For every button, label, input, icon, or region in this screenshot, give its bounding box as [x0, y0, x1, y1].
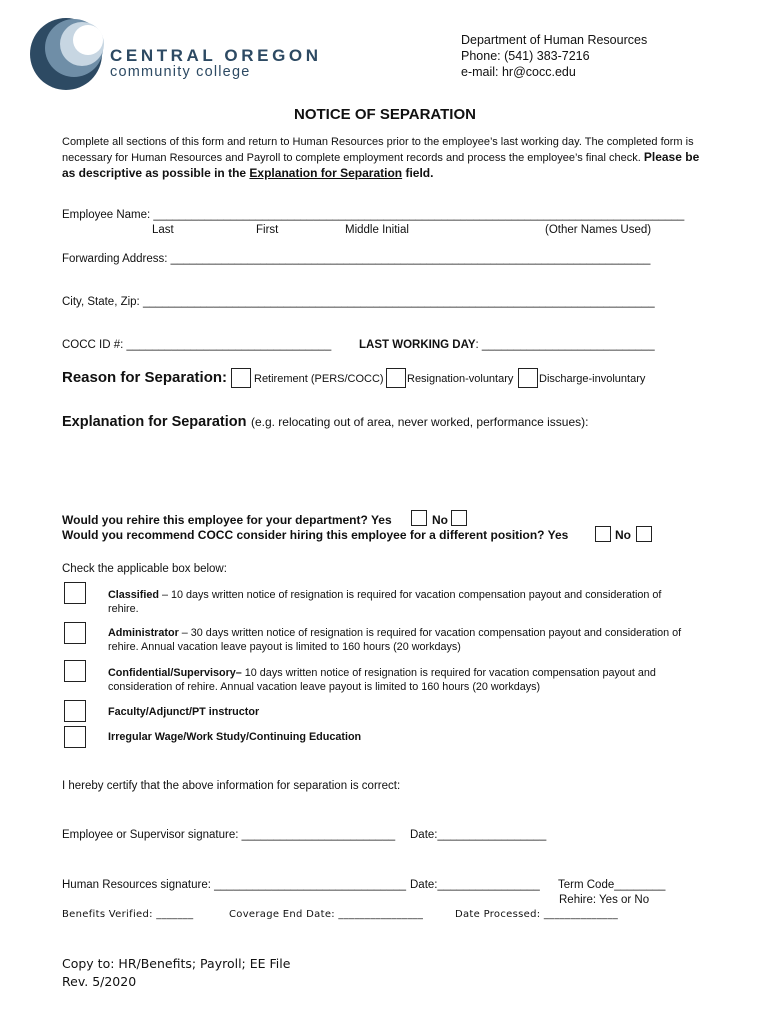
explanation-hint: (e.g. relocating out of area, never worked, performance issues): — [250, 415, 589, 429]
last-working-day-field[interactable] — [359, 339, 655, 351]
discharge-checkbox[interactable] — [518, 368, 538, 388]
forwarding-address-label: Forwarding Address: — [62, 253, 168, 265]
employee-date-field[interactable] — [410, 829, 546, 841]
benefits-verified-field[interactable]: Benefits Verified: _______ — [62, 909, 194, 920]
retirement-option-label: Retirement (PERS/COCC) — [254, 373, 384, 385]
rehire-question: Would you rehire this employee for your department? Yes — [62, 513, 392, 527]
classified-description: – 10 days written notice of resignation is required for vacation compensation payout and consideration of rehire. — [108, 589, 662, 615]
irregular-wage-title: Irregular Wage/Work Study/Continuing Education — [108, 731, 362, 743]
irregular-wage-checkbox[interactable] — [64, 726, 86, 748]
footer — [62, 955, 290, 991]
administrator-title: Administrator — [108, 627, 179, 639]
term-code-field[interactable]: Term Code________ — [558, 879, 666, 891]
classified-checkbox[interactable] — [64, 582, 86, 604]
faculty-title: Faculty/Adjunct/PT instructor — [108, 706, 260, 718]
employee-signature-label: Employee or Supervisor signature: — [62, 829, 239, 841]
discharge-option-label: Discharge-involuntary — [539, 373, 646, 385]
employee-name-middle-label: Middle Initial — [345, 224, 409, 236]
classified-option — [108, 588, 683, 616]
department-name: Department of Human Resources — [461, 33, 648, 47]
last-working-day-colon: : — [475, 339, 479, 351]
last-working-day-line[interactable]: ___________________________ — [481, 339, 655, 351]
recommend-yes-checkbox[interactable] — [595, 526, 611, 542]
reason-label: Reason for Separation: — [62, 369, 228, 386]
faculty-option — [108, 705, 683, 719]
employee-name-label: Employee Name: — [62, 209, 151, 221]
rehire-status-field[interactable]: Rehire: Yes or No — [559, 894, 650, 906]
confidential-title: Confidential/Supervisory– — [108, 667, 242, 679]
explanation-label: Explanation for Separation — [62, 414, 247, 430]
employee-name-first-label: First — [256, 224, 279, 236]
employee-name-other-label: (Other Names Used) — [545, 224, 652, 236]
logo-subtitle: community college — [110, 64, 251, 80]
cocc-id-field[interactable] — [62, 339, 331, 351]
classified-title: Classified — [108, 589, 160, 601]
administrator-description: – 30 days written notice of resignation is required for vacation compensation payout and consideration of rehire. Annual vacation leave payout is limited to 160 hours (20 workdays) — [108, 627, 682, 653]
logo-name: CENTRAL OREGON — [110, 46, 322, 65]
form-title: NOTICE OF SEPARATION — [294, 106, 476, 123]
employee-date-label: Date: — [410, 829, 438, 841]
city-state-zip-field[interactable] — [62, 296, 655, 308]
administrator-option — [108, 626, 683, 654]
hr-signature-field[interactable] — [62, 879, 406, 891]
explanation-field[interactable] — [62, 413, 588, 431]
cocc-id-label: COCC ID #: — [62, 339, 124, 351]
forwarding-address-field[interactable] — [62, 253, 650, 265]
forwarding-address-line[interactable]: ___________________________________________________________________________ — [170, 253, 651, 265]
employee-signature-field[interactable] — [62, 829, 395, 841]
hr-date-field[interactable] — [410, 879, 540, 891]
instructions-bold-prefix: Please be as descriptive as possible in the — [62, 150, 700, 180]
recommend-no-checkbox[interactable] — [636, 526, 652, 542]
rehire-no-checkbox[interactable] — [451, 510, 467, 526]
recommend-no-label: No — [615, 528, 631, 542]
city-state-zip-label: City, State, Zip: — [62, 296, 140, 308]
rehire-no-label: No — [432, 513, 448, 527]
coverage-end-date-field[interactable]: Coverage End Date: ________________ — [229, 909, 424, 920]
check-applicable-label: Check the applicable box below: — [62, 563, 227, 575]
resignation-checkbox[interactable] — [386, 368, 406, 388]
hr-signature-line[interactable]: ______________________________ — [214, 879, 407, 891]
cocc-id-line[interactable]: ________________________________ — [126, 339, 332, 351]
resignation-option-label: Resignation-voluntary — [407, 373, 514, 385]
retirement-checkbox[interactable] — [231, 368, 251, 388]
date-processed-field[interactable]: Date Processed: ______________ — [455, 909, 619, 920]
city-state-zip-line[interactable]: ________________________________________________________________________________ — [142, 296, 655, 308]
employee-name-line[interactable]: ___________________________________________________________________________________ — [153, 209, 685, 221]
department-email: e-mail: hr@cocc.edu — [461, 65, 576, 79]
employee-signature-line[interactable]: ________________________ — [241, 829, 396, 841]
department-info — [461, 32, 647, 80]
certify-statement: I hereby certify that the above information for separation is correct: — [62, 780, 401, 792]
department-phone: Phone: (541) 383-7216 — [461, 49, 590, 63]
employee-name-last-label: Last — [152, 224, 174, 236]
hr-signature-label: Human Resources signature: — [62, 879, 211, 891]
revision-note: Rev. 5/2020 — [62, 974, 137, 989]
hr-date-label: Date: — [410, 879, 438, 891]
copy-to-note: Copy to: HR/Benefits; Payroll; EE File — [62, 956, 291, 971]
administrator-checkbox[interactable] — [64, 622, 86, 644]
instructions-text: Complete all sections of this form and return to Human Resources prior to the employee’s last working day. The completed form is necessary for Human Resources and Payroll to complete employment records and process the employee’s final check. — [62, 136, 694, 164]
employee-date-line[interactable]: _________________ — [437, 829, 547, 841]
employee-name-field[interactable] — [62, 209, 684, 221]
college-logo-mark — [28, 16, 108, 96]
instructions-bold-link: Explanation for Separation — [249, 166, 403, 180]
confidential-checkbox[interactable] — [64, 660, 86, 682]
faculty-checkbox[interactable] — [64, 700, 86, 722]
instructions-bold-suffix: field. — [405, 166, 434, 180]
hr-date-line[interactable]: ________________ — [437, 879, 540, 891]
form-instructions — [62, 135, 702, 182]
confidential-option — [108, 666, 683, 694]
confidential-description: 10 days written notice of resignation is required for vacation compensation payout and consideration of rehire. Annual vacation leave payout is limited to 160 hours (20 workdays) — [108, 667, 656, 693]
last-working-day-label: LAST WORKING DAY — [359, 339, 476, 351]
recommend-question: Would you recommend COCC consider hiring this employee for a different position? Yes — [62, 528, 569, 542]
irregular-wage-option — [108, 730, 683, 744]
rehire-yes-checkbox[interactable] — [411, 510, 427, 526]
